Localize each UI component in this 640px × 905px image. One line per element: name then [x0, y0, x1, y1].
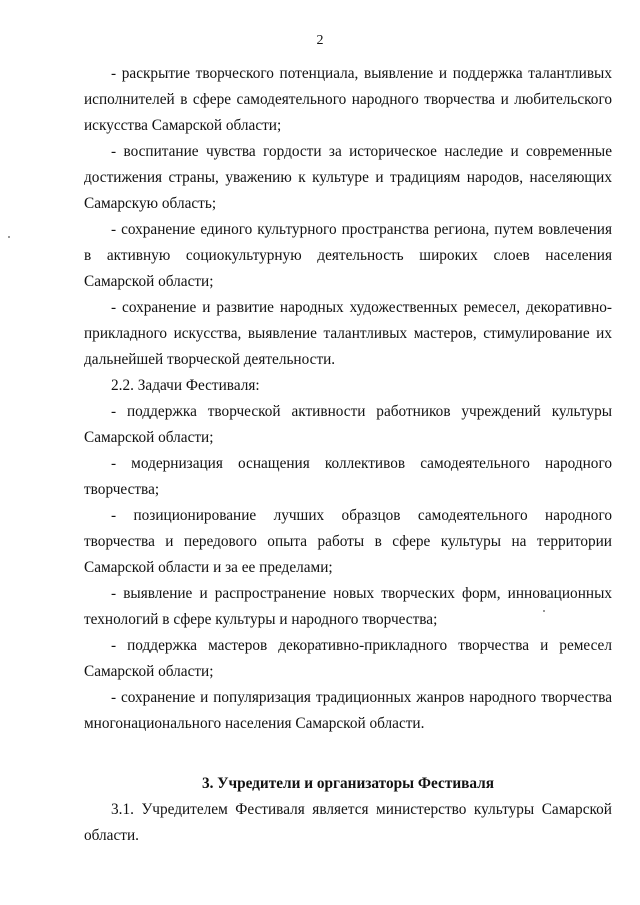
paragraph-goal-cultural-space: - сохранение единого культурного пространства региона, путем вовлечения в активную социокультурную деятельность широких слоев населения Самарской области;	[84, 221, 612, 290]
paragraph-task-preservation: - сохранение и популяризация традиционных жанров народного творчества многонационального населения Самарской области.	[84, 689, 612, 732]
section-heading: 3. Учредители и организаторы Фестиваля	[201, 775, 495, 792]
document-body	[84, 61, 612, 849]
paragraph-task-support-workers: - поддержка творческой активности работников учреждений культуры Самарской области;	[84, 403, 612, 446]
page-number: 2	[316, 33, 324, 48]
scan-speck	[543, 610, 545, 612]
paragraph-task-positioning: - позиционирование лучших образцов самодеятельного народного творчества и передового опыта работы в сфере культуры на территории Самарской области и за ее пределами;	[84, 507, 612, 576]
paragraph-goal-crafts: - сохранение и развитие народных художественных ремесел, декоративно-прикладного искусства, выявление талантливых мастеров, стимулирование их дальнейшей творческой деятельности.	[84, 299, 612, 368]
paragraph-goal-talent: - раскрытие творческого потенциала, выявление и поддержка талантливых исполнителей в сфере самодеятельного народного творчества и любительского искусства Самарской области;	[84, 65, 612, 134]
paragraph-task-modernization: - модернизация оснащения коллективов самодеятельного народного творчества;	[84, 455, 612, 498]
paragraph-founder: 3.1. Учредителем Фестиваля является министерство культуры Самарской области.	[84, 801, 612, 844]
paragraph-task-support-masters: - поддержка мастеров декоративно-прикладного творчества и ремесел Самарской области;	[84, 637, 612, 680]
paragraph-task-new-forms: - выявление и распространение новых творческих форм, инновационных технологий в сфере культуры и народного творчества;	[84, 585, 612, 628]
paragraph-goal-pride: - воспитание чувства гордости за историческое наследие и современные достижения страны, уважению к культуре и традициям народов, населяющих Самарскую область;	[84, 143, 612, 212]
paragraph-tasks-heading: 2.2. Задачи Фестиваля:	[111, 377, 260, 394]
scan-speck	[8, 236, 10, 238]
